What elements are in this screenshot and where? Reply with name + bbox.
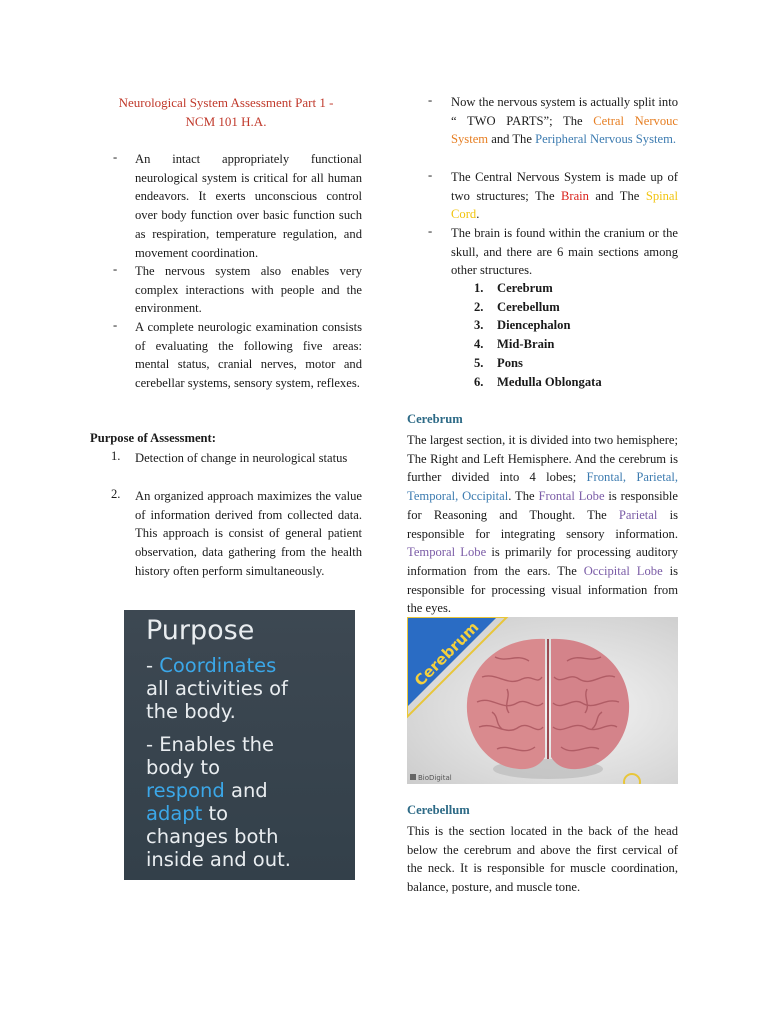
purpose-item-2 [90,487,362,599]
parts-bullet [407,93,678,168]
respond-highlight: respond [146,779,225,802]
cerebrum-image [407,617,678,784]
purpose-line-rest: and [224,779,268,802]
purpose-line: inside and out. [146,848,291,871]
cerebrum-banner: Cerebrum [410,618,483,690]
cns-bullet [407,168,678,224]
list-text: Cerebrum [497,281,553,295]
list-item [407,300,678,319]
intro-bullet-3 [90,318,362,411]
purpose-image [124,610,355,880]
list-number: 2. [474,299,484,314]
list-number: 1. [111,449,121,463]
parietal-term: Parietal [618,507,658,522]
brain-term: Brain [561,188,589,203]
intro-bullet-2 [90,262,362,318]
purpose-line: the body. [146,700,236,723]
bullet-dash: - [113,318,118,332]
purpose-line: body to [146,756,221,779]
pns-term: Peripheral Nervous System. [535,132,677,147]
biodigital-watermark [410,774,452,782]
bullet-text: A complete neurologic examination consists of evaluating the following five areas: mental status, cranial nerves, motor and cerebellar systems, sensory system, reflexes. [135,320,362,391]
watermark-text: BioDigital [418,774,452,782]
text-run: is responsible for processing visual information from the eyes. [407,563,678,616]
bullet-dash: - [428,168,433,182]
brain-bullet [407,224,678,280]
bullet-text [451,168,678,224]
list-text: Detection of change in neurological status [135,451,348,465]
purpose-heading: Purpose of Assessment: [90,431,216,445]
list-item [407,337,678,356]
purpose-line: changes both [146,825,279,848]
cerebrum-paragraph [407,431,678,618]
list-text: Mid-Brain [497,337,555,352]
list-text: An organized approach maximizes the value of information derived from collected data. This approach is consist of general patient observation, data gathering from the health history often perform simultaneously. [135,489,362,578]
occipital-lobe-term: Occipital Lobe [583,563,663,578]
brain-sections-list [407,281,678,396]
purpose-line: - Enables the [146,733,275,756]
spinal-cord-term: Spinal Cord [451,188,678,222]
bullet-dash: - [113,150,118,164]
watermark-icon [410,774,416,780]
bullet-text: The brain is found within the cranium or the skull, and there are 6 main sections among other structures. [451,226,678,278]
text-run: The Central Nervous System is made up of two structures; The [451,170,678,203]
list-text: Medulla Oblongata [497,374,602,389]
text-run: and The [488,132,536,147]
cerebellum-paragraph: This is the section located in the back of the head below the cerebrum and above the first cervical of the neck. It is responsible for muscle coordination, balance, posture, and muscle tone. [407,824,678,895]
list-number: 3. [474,318,484,333]
purpose-dash: - [146,654,160,677]
title-line-2: NCM 101 H.A. [185,114,267,129]
list-item [407,318,678,337]
text-run: is primarily for processing auditory information from the ears. The [407,545,678,578]
text-run: . [476,207,480,222]
cerebrum-heading: Cerebrum [407,412,463,426]
list-text: Pons [497,355,523,370]
title-line-1: Neurological System Assessment Part 1 - [118,95,334,110]
list-number: 5. [474,355,484,370]
purpose-item-1 [90,449,362,487]
text-run: Now the nervous system is actually split into “ TWO PARTS”; The [451,95,678,128]
bullet-dash: - [428,224,433,238]
adapt-highlight: adapt [146,802,203,825]
cerebellum-heading: Cerebellum [407,803,470,817]
list-text: Cerebellum [497,299,560,314]
list-item [407,356,678,375]
purpose-line: all activities of [146,677,288,700]
text-run: The largest section, it is divided into two hemisphere; The Right and Left Hemisphere. And the cerebrum is further divided into 4 lobes; [407,433,678,485]
text-run: is responsible for Reasoning and Thought. The [407,489,679,522]
bullet-dash: - [428,93,433,107]
purpose-image-body [146,654,291,871]
list-text: Diencephalon [497,318,571,333]
bullet-text: The nervous system also enables very complex interactions with people and the environment. [135,264,362,316]
frontal-lobe-term: Frontal Lobe [538,489,605,504]
text-run: . The [508,489,539,504]
page-title [90,93,362,131]
lobes-term: Frontal, Parietal, Temporal, Occipital [407,470,678,504]
list-item [407,281,678,300]
list-number: 6. [474,374,484,389]
list-number: 2. [111,487,121,501]
bullet-text: An intact appropriately functional neurological system is critical for all human endeavors. It exerts unconscious control over body function over basic function such as respiration, temperature regulation, and movement coordination. [135,152,362,260]
temporal-lobe-term: Temporal Lobe [407,545,487,560]
purpose-line-rest: to [202,802,229,825]
list-number: 4. [474,337,484,352]
coordinates-highlight: Coordinates [159,654,277,677]
bullet-dash: - [113,262,118,276]
text-run: and The [588,188,646,203]
purpose-image-heading: Purpose [146,615,255,646]
bullet-text [451,93,678,149]
cns-term: Cetral Nervouc System [451,113,679,147]
intro-bullet-1 [90,150,362,265]
text-run: is responsible for integrating sensory information. [407,507,678,541]
list-number: 1. [474,281,484,295]
list-item [407,375,678,394]
